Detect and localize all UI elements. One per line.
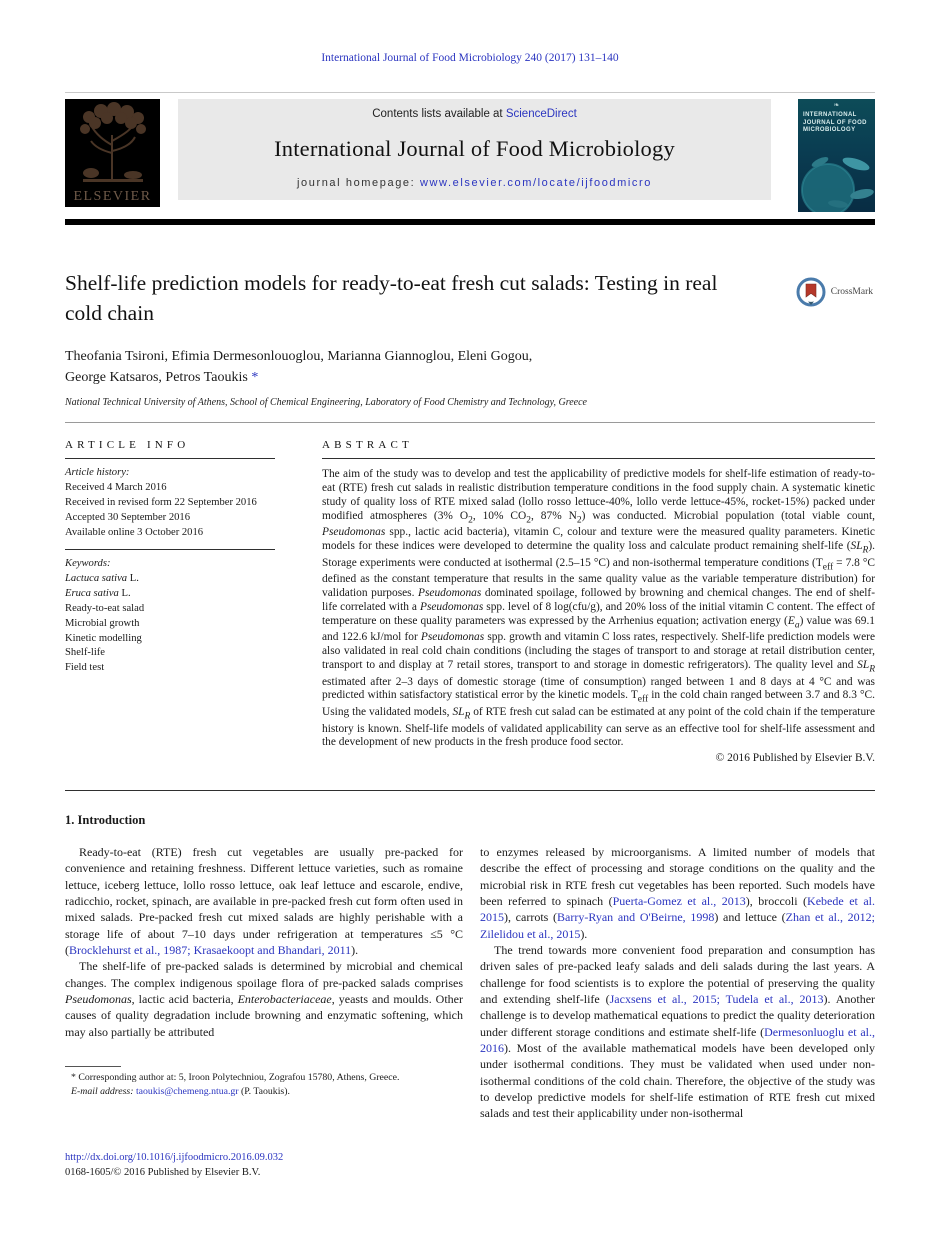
title-section-rule xyxy=(65,422,875,423)
contents-line xyxy=(372,108,577,120)
cover-title: INTERNATIONAL JOURNAL OF FOOD MICROBIOLOGY xyxy=(803,112,867,133)
keywords-block xyxy=(65,550,275,685)
article-history xyxy=(65,459,275,549)
journal-citation[interactable]: International Journal of Food Microbiology 240 (2017) 131–140 xyxy=(321,52,619,64)
affiliation: National Technical University of Athens, School of Chemical Engineering, Laboratory of Food Chemistry and Technology, Greece xyxy=(65,397,587,409)
history-item: Accepted 30 September 2016 xyxy=(65,511,191,523)
intro-paragraph: Ready-to-eat (RTE) fresh cut vegetables are usually pre-packed for convenience and retaining freshness. Different lettuce varieties, such as romaine lettuce, iceberg lettuce, lollo rosso lettuce, oak leaf lettuce and escarole, endive, radicchio, rocket, spinach, are available in pre-packed fresh cut form often used in mixed salads. Pre-packed fresh cut mixed salads are highly perishable with a storage life of about 7–10 days under refrigeration at temperatures ≤5 °C (Brocklehurst et al., 1987; Krasaekoopt and Bhandari, 2011). xyxy=(65,845,463,958)
journal-homepage-link[interactable]: www.elsevier.com/locate/ijfoodmicro xyxy=(419,177,653,189)
history-item: Received in revised form 22 September 2016 xyxy=(65,496,257,508)
homepage-prefix: journal homepage: xyxy=(296,177,420,189)
history-item: Received 4 March 2016 xyxy=(65,482,167,494)
contents-prefix: Contents lists available at xyxy=(372,108,506,120)
elsevier-logo-text: ELSEVIER xyxy=(73,189,152,204)
sciencedirect-link[interactable]: ScienceDirect xyxy=(505,108,577,120)
cover-bacteria-image xyxy=(798,142,875,212)
keyword-item: Eruca sativa L. xyxy=(65,588,131,600)
citation-link[interactable]: Barry-Ryan and O'Beirne, 1998 xyxy=(557,910,715,925)
citation-link[interactable]: Zhan et al., 2012; Zilelidou et al., 2015 xyxy=(480,910,876,941)
citation-link[interactable]: Kebede et al. 2015 xyxy=(480,894,876,925)
abstract-text: The aim of the study was to develop and test the applicability of predictive models for shelf-life estimation of ready-to-eat (RTE) fresh cut salads in realistic distribution temperature conditions in the food supply chain. A systematic kinetic study of quality loss of RTE mixed salad (lollo rosso lettuce-40%, lollo verde lettuce-45%, rocket-15%) packed under modified atmospheres (3% $O_2$, 10% $CO_2$, 87% $N_2$) was conducted. Microbial population (total viable count, Pseudomonas spp., lactic acid bacteria), vitamin C, colour and texture were the measured quality parameters. Kinetic models for these indices were developed to determine the quality loss and calculate product remaining shelf-life $(SL_R)$. Storage experiments were conducted at isothermal (2.5–15 °C) and non-isothermal temperature conditions ($T_{eff} = 7.8$ °C defined as the constant temperature that results in the same quality value as the variable temperature distribution) for validation purposes. Pseudomonas dominated spoilage, followed by browning and chemical changes. The end of shelf-life correlated with a Pseudomonas spp. level of 8 log(cfu/g), and 20% loss of the initial vitamin C content. The effect of temperature on these quality parameters was expressed by the Arrhenius equation; activation energy $(E_a)$ value was 69.1 and 122.6 kJ/mol for Pseudomonas spp. growth and vitamin C loss rates, respectively. Shelf-life prediction models were also validated in real cold chain conditions (including the stages of transport to and storage at retail distribution center, transport to and display at 7 retail stores, transport to and storage in domestic refrigerators). The quality level and $SL_R$ estimated after 2–3 days of domestic storage (time of consumption) ranged between 1 and 8 days at 4 °C and was predicted within satisfactory statistical error by the kinetic models. $T_{eff}$ in the cold chain ranged between 3.7 and 8.3 °C. Using the validated models, $SL_R$ of RTE fresh cut salad can be estimated at any point of the cold chain if the temperature history is known. Shelf-life models of validated applicability can serve as an effective tool for shelf-life assessment and the development of new products in the fresh produce food sector. xyxy=(322,468,876,749)
doi-link[interactable]: http://dx.doi.org/10.1016/j.ijfoodmicro.2016.09.032 xyxy=(65,1152,284,1164)
citation-link[interactable]: Dermesonluoglu et al., 2016 xyxy=(480,1024,876,1055)
corresponding-author-footnote xyxy=(65,1066,463,1099)
masthead xyxy=(65,99,875,212)
intro-right-column xyxy=(480,844,875,1121)
footnote-rule xyxy=(65,1066,121,1067)
journal-title: International Journal of Food Microbiology xyxy=(274,135,675,161)
page-footer xyxy=(65,1151,875,1180)
keyword-item: Shelf-life xyxy=(65,647,106,659)
keyword-item: Field test xyxy=(65,662,105,674)
intro-paragraph: The trend towards more convenient food preparation and consumption has driven sales of pre-packed leafy salads and deli salads during the last years. A challenge for food scientists is to explore the potential of preserving the quality and extending shelf-life (Jacxsens et al., 2015; Tudela et al., 2013). Another challenge is to develop mathematical equations to predict the quality deterioration under different storage conditions and estimate shelf-life (Dermesonluoglu et al., 2016). Most of the available mathematical models have been developed only under isothermal conditions. They must be validated when used under non-isothermal conditions of the cold chain. Therefore, the objective of the study was to develop predictive models for shelf-life estimation of RTE fresh cut mixed salads and test their applicability under non-isothermal xyxy=(480,943,876,1121)
abstract-copyright: © 2016 Published by Elsevier B.V. xyxy=(715,752,875,765)
masthead-top-rule xyxy=(65,92,875,93)
abstract-heading: ABSTRACT xyxy=(322,439,413,452)
citation-link[interactable]: Puerta-Gomez et al., 2013 xyxy=(612,894,746,909)
keyword-item: Lactuca sativa L. xyxy=(65,573,139,585)
citation-link[interactable]: * xyxy=(251,370,259,386)
history-item: Available online 3 October 2016 xyxy=(65,526,204,538)
abstract-column xyxy=(322,439,875,764)
author-list xyxy=(65,346,755,388)
article-info-column xyxy=(65,439,275,764)
keywords-label: Keywords: xyxy=(65,558,111,570)
section-heading-introduction: 1. Introduction xyxy=(65,813,146,828)
authors-line-2: George Katsaros, Petros Taoukis * xyxy=(65,370,259,386)
masthead-divider-bar xyxy=(65,219,875,225)
crossmark-icon xyxy=(796,277,826,307)
homepage-line xyxy=(297,177,652,189)
journal-cover-thumbnail[interactable] xyxy=(798,99,875,212)
intro-paragraph: The shelf-life of pre-packed salads is determined by microbial and chemical changes. The complex indigenous spoilage flora of pre-packed salads comprises Pseudomonas, lactic acid bacteria, Enterobacteriaceae, yeasts and moulds. Other causes of quality degradation include browning and enzymatic softening, which may also partially be attributed xyxy=(65,959,464,1039)
intro-left-column xyxy=(65,844,463,1121)
issn-copyright-line: 0168-1605/© 2016 Published by Elsevier B.V. xyxy=(65,1167,261,1179)
article-history-label: Article history: xyxy=(65,467,130,479)
authors-line-1: Theofania Tsironi, Efimia Dermesonlouoglou, Marianna Giannoglou, Eleni Gogou, xyxy=(65,349,533,365)
cover-publisher-mark: ❧ xyxy=(833,101,840,109)
intro-paragraph: to enzymes released by microorganisms. A limited number of models that describe the effect of processing and storage conditions on the quality and the microbial risk in RTE fresh cut vegetables has been reported. Such models have been referred to spinach (Puerta-Gomez et al., 2013), broccoli (Kebede et al. 2015), carrots (Barry-Ryan and O'Beirne, 1998) and lettuce (Zhan et al., 2012; Zilelidou et al., 2015). xyxy=(480,845,876,941)
masthead-box xyxy=(178,99,771,200)
citation-link[interactable]: Brocklehurst et al., 1987; Krasaekoopt and Bhandari, 2011 xyxy=(69,943,352,958)
citation-link[interactable]: taoukis@chemeng.ntua.gr xyxy=(135,1086,239,1098)
keyword-item: Ready-to-eat salad xyxy=(65,602,145,614)
keyword-item: Kinetic modelling xyxy=(65,632,142,644)
keyword-item: Microbial growth xyxy=(65,617,140,629)
footnote-line-1: * Corresponding author at: 5, Iroon Polytechniou, Zografou 15780, Athens, Greece. xyxy=(71,1071,400,1083)
article-title: Shelf-life prediction models for ready-to-eat fresh cut salads: Testing in real cold chain xyxy=(65,271,718,325)
citation-link[interactable]: Jacxsens et al., 2015; Tudela et al., 2013 xyxy=(609,991,824,1006)
article-info-heading: ARTICLE INFO xyxy=(65,439,190,452)
abstract-bottom-rule xyxy=(65,790,875,791)
elsevier-tree-icon xyxy=(71,101,154,187)
elsevier-logo[interactable] xyxy=(65,99,160,207)
footnote-line-2: E-mail address: taoukis@chemeng.ntua.gr (P. Taoukis). xyxy=(71,1086,290,1098)
crossmark-badge[interactable] xyxy=(796,277,873,307)
crossmark-label: CrossMark xyxy=(830,287,873,297)
